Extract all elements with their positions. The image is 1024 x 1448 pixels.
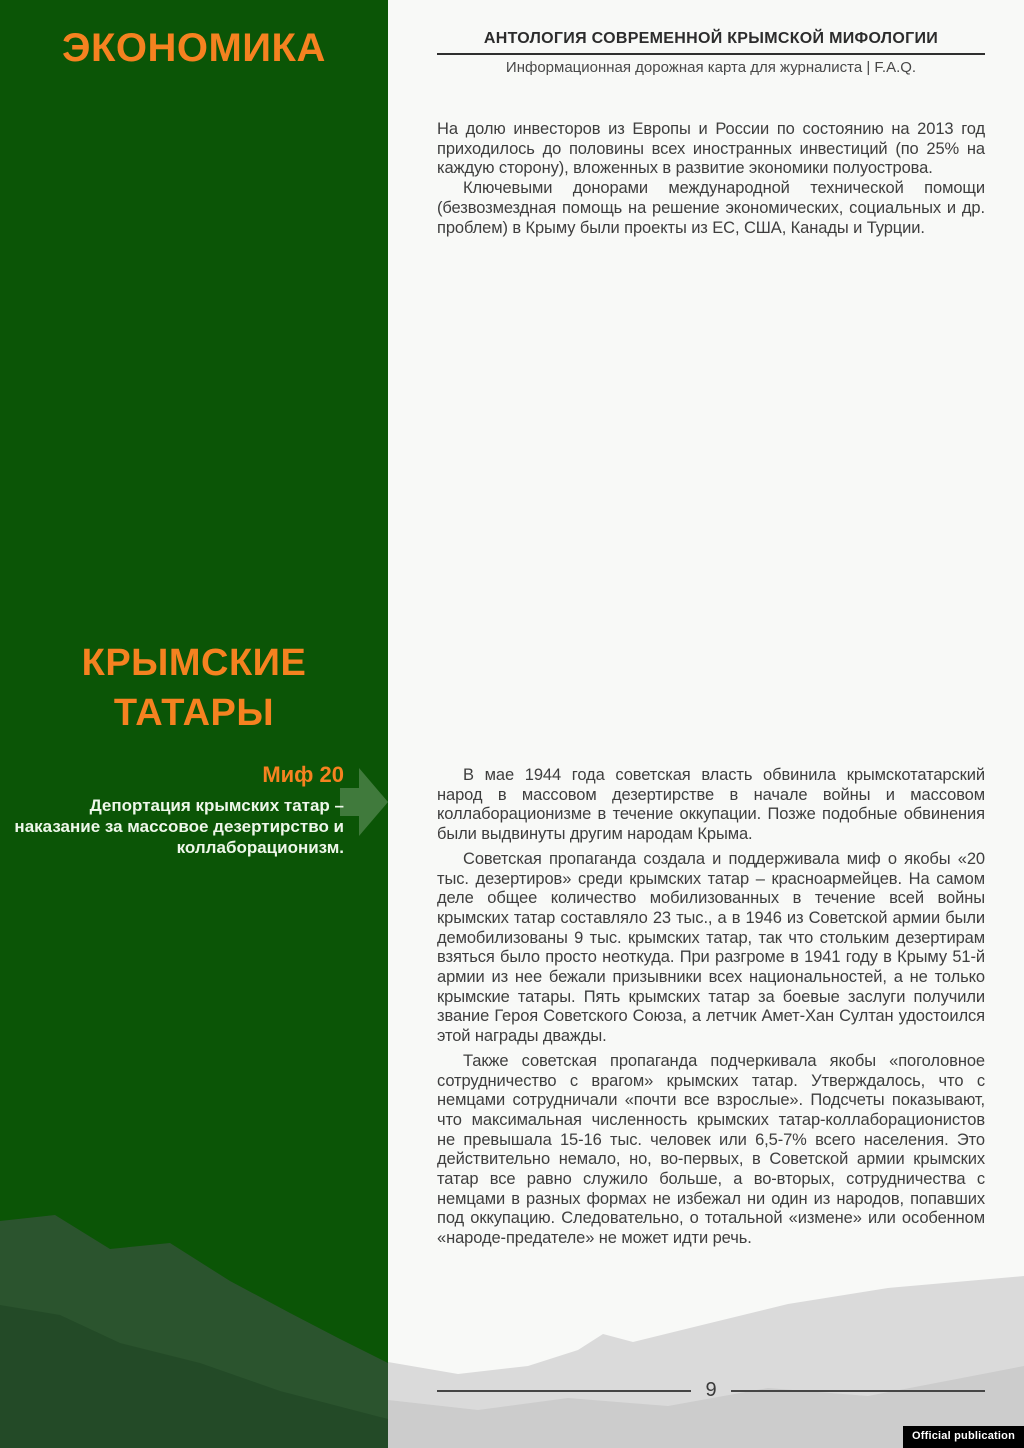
myth-block [14,762,344,858]
footer-rule-left [437,1390,691,1392]
page-footer [437,1381,985,1401]
footer-mountains-image [388,1270,1024,1448]
footer-rule-right [731,1390,985,1392]
publication-title: АНТОЛОГИЯ СОВРЕМЕННОЙ КРЫМСКОЙ МИФОЛОГИИ [483,30,939,47]
page-number: 9 [705,1379,717,1401]
myth-number-label: Миф 20 [262,762,344,787]
paragraph: Советская пропаганда создала и поддерживала миф о якобы «20 тыс. дезертиров» среди крымских татар – красноармейцев. На самом деле общее количество мобилизованных в течение всей войны крымских татар составляло 23 тыс., а в 1946 из Советской армии были демобилизованы 9 тыс. крымских татар, так что стольким дезертирам взяться было просто неоткуда. При разгроме в 1941 году в Крыму 51-й армии из нее бежали призывники всех национальностей, а не только крымские татары. Пять крымских татар за боевые заслуги получили звание Героя Советского Союза, а летчик Амет-Хан Султан удостоился этой награды дважды. [437,849,985,1046]
chevron-right-icon [340,756,388,848]
sidebar-mountains-image [0,1213,388,1448]
publication-subtitle: Информационная дорожная карта для журналиста | F.A.Q. [505,59,917,76]
page-header [437,30,985,76]
paragraph: Также советская пропаганда подчеркивала якобы «поголовное сотрудничество с врагом» крымских татар. Утверждалось, что с немцами сотрудничали «почти все взрослые». Подсчеты показывают, что максимальная численность крымских татар-коллаборационистов не превышала 15-16 тыс. человек или 6,5-7% всего населения. Это действительно немало, но, во-первых, в Советской армии крымских татар все равно служило больше, а во-вторых, сотрудничества с немцами в разных формах не избежал ни один из народов, попавших под оккупацию. Следовательно, о тотальной «измене» или особенном «народе-предателе» не может идти речь. [437,1051,985,1248]
paragraph: На долю инвесторов из Европы и России по состоянию на 2013 год приходилось до половины всех иностранных инвестиций (по 25% на каждую сторону), вложенных в развитие экономики полуострова. [437,120,985,178]
sidebar [0,0,388,1448]
section-title-crimean-tatars: КРЫМСКИЕ ТАТАРЫ [81,642,307,734]
economy-text-block [437,120,985,238]
header-rule [437,53,985,55]
paragraph: Ключевыми донорами международной технической помощи (безвозмездная помощь на решение экономических, социальных и др. проблем) в Крыму были проекты из ЕС, США, Канады и Турции. [437,179,985,237]
myth-text-block [437,766,985,1254]
official-publication-badge: Official publication [903,1426,1024,1448]
section-title-economy: ЭКОНОМИКА [62,26,326,70]
paragraph: В мае 1944 года советская власть обвинила крымскотатарский народ в массовом дезертирстве в начале войны и массовом коллаборационизме в течение оккупации. Позже подобные обвинения были выдвинуты другим народам Крыма. [437,766,985,844]
myth-description: Депортация крымских татар – наказание за массовое дезертирство и коллаборационизм. [14,796,344,857]
